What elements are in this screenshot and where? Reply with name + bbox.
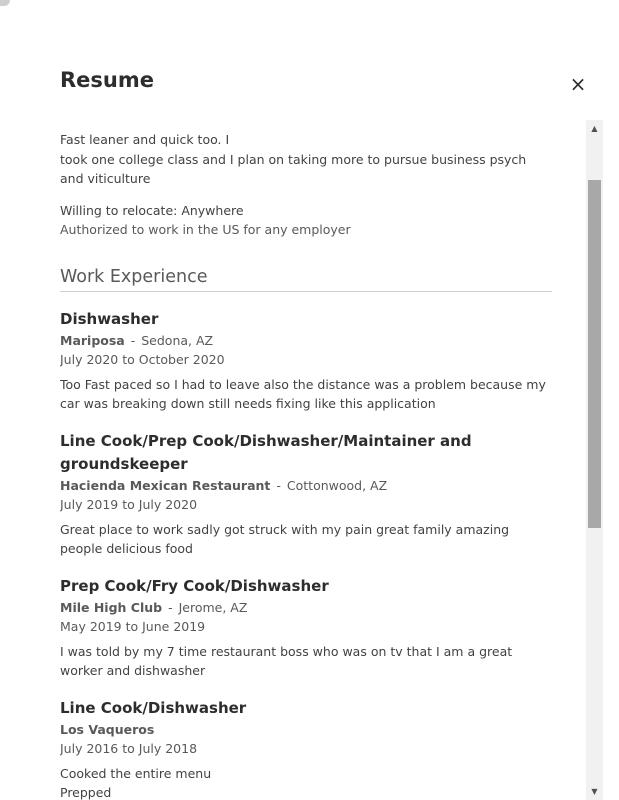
work-experience-heading: Work Experience bbox=[60, 267, 552, 292]
scroll-up-icon[interactable]: ▲ bbox=[591, 124, 598, 133]
job-company: Los Vaqueros bbox=[60, 721, 155, 737]
job-description-continued: Prepped bbox=[60, 785, 112, 800]
close-button[interactable] bbox=[566, 72, 590, 96]
modal-title: Resume bbox=[60, 68, 154, 92]
job-description: Too Fast paced so I had to leave also the distance was a problem because my car was breaking down still needs fixing like this application bbox=[60, 376, 546, 411]
relocation-info bbox=[60, 201, 555, 239]
meta-separator: - bbox=[276, 477, 281, 493]
job-company: Hacienda Mexican Restaurant bbox=[60, 477, 271, 493]
job-meta bbox=[60, 476, 555, 495]
resume-scroll-area[interactable] bbox=[60, 120, 580, 800]
resume-content bbox=[60, 130, 555, 800]
job-description: I was told by my 7 time restaurant boss who was on tv that I am a great worker and dishwasher bbox=[60, 643, 513, 678]
summary-line: Fast leaner and quick too. I bbox=[60, 132, 230, 147]
job-title: Dishwasher bbox=[60, 309, 159, 328]
meta-separator: - bbox=[168, 599, 173, 615]
close-icon: × bbox=[569, 72, 587, 96]
scrollbar-thumb[interactable] bbox=[588, 180, 601, 528]
meta-separator: - bbox=[130, 332, 136, 348]
job-company: Mariposa bbox=[60, 332, 125, 348]
job-dates: July 2016 to July 2018 bbox=[60, 740, 198, 756]
job-location: Cottonwood, AZ bbox=[286, 477, 388, 493]
job-meta bbox=[60, 331, 555, 350]
summary-line: took one college class and I plan on taking more to pursue business psych bbox=[60, 151, 527, 167]
scroll-down-icon[interactable]: ▼ bbox=[591, 787, 598, 796]
job-entry bbox=[60, 575, 555, 681]
job-company: Mile High Club bbox=[60, 599, 163, 615]
job-dates: July 2020 to October 2020 bbox=[60, 351, 225, 367]
summary bbox=[60, 130, 555, 189]
job-location: Sedona, AZ bbox=[141, 332, 214, 348]
job-title: Line Cook/Prep Cook/Dishwasher/Maintainer and groundskeeper bbox=[60, 431, 472, 473]
job-title: Prep Cook/Fry Cook/Dishwasher bbox=[60, 576, 329, 595]
job-description: Cooked the entire menu bbox=[60, 765, 212, 781]
job-entry bbox=[60, 697, 555, 800]
vertical-scrollbar[interactable] bbox=[586, 120, 603, 800]
willing-to-relocate: Willing to relocate: Anywhere bbox=[60, 202, 244, 218]
job-location: Jerome, AZ bbox=[178, 599, 248, 615]
job-meta bbox=[60, 720, 555, 739]
window-corner bbox=[0, 0, 10, 6]
job-dates: May 2019 to June 2019 bbox=[60, 618, 206, 634]
job-entry bbox=[60, 430, 555, 559]
job-description: Great place to work sadly got struck with my pain great family amazing people delicious food bbox=[60, 521, 510, 556]
work-authorization: Authorized to work in the US for any employer bbox=[60, 221, 351, 237]
job-title: Line Cook/Dishwasher bbox=[60, 698, 247, 717]
job-entry bbox=[60, 308, 555, 414]
job-dates: July 2019 to July 2020 bbox=[60, 496, 198, 512]
summary-line: and viticulture bbox=[60, 171, 151, 186]
job-meta bbox=[60, 598, 555, 617]
